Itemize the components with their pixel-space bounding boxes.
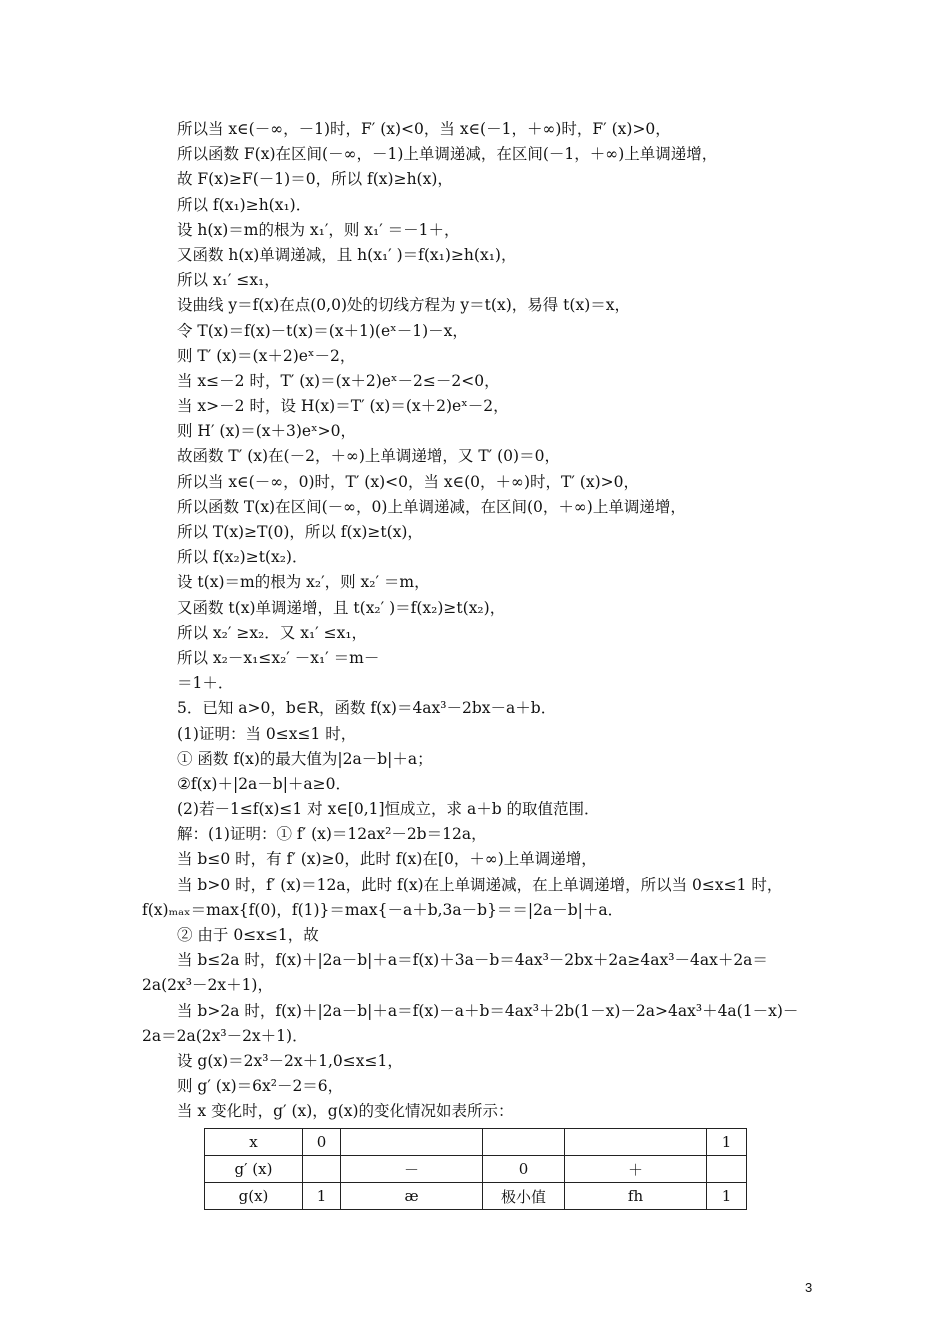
text-line: 令 T(x)＝f(x)－t(x)＝(x＋1)(eˣ－1)－x，	[177, 321, 468, 340]
text-line: ① 函数 f(x)的最大值为|2a－b|＋a；	[177, 749, 433, 768]
text-line: 当 b>0 时，f′ (x)＝12a，此时 f(x)在上单调递减，在上单调递增，所以当 0≤x≤1 时，	[177, 875, 783, 894]
text-line: 当 x≤－2 时，T′ (x)＝(x＋2)eˣ－2≤－2<0，	[177, 371, 500, 390]
text-line: 则 T′ (x)＝(x＋2)eˣ－2，	[177, 346, 356, 365]
body-text	[142, 117, 822, 1125]
text-line: 所以 x₂′ ≥x₂．又 x₁′ ≤x₁，	[177, 623, 368, 642]
table-cell	[303, 1156, 341, 1183]
variation-table-wrap	[204, 1128, 747, 1210]
text-line: 所以函数 F(x)在区间(－∞，－1)上单调递减，在区间(－1，＋∞)上单调递增，	[177, 145, 718, 164]
table-cell: æ	[341, 1183, 483, 1210]
text-line: 又函数 t(x)单调递增，且 t(x₂′ )＝f(x₂)≥t(x₂)，	[177, 598, 506, 617]
table-cell	[483, 1129, 565, 1156]
text-line: f(x)ₘₐₓ＝max{f(0)，f(1)}＝max{－a＋b,3a－b}＝＝|2a－b|＋a．	[142, 900, 624, 919]
text-line: 所以 x₂－x₁≤x₂′ －x₁′ ＝m－	[177, 648, 380, 667]
table-cell: 极小值	[483, 1183, 565, 1210]
text-line: 故函数 T′ (x)在(－2，＋∞)上单调递增，又 T′ (0)＝0，	[177, 447, 560, 466]
table-cell: 1	[707, 1129, 747, 1156]
table-cell: x	[205, 1129, 303, 1156]
variation-table	[204, 1128, 747, 1210]
text-line: 所以 T(x)≥T(0)，所以 f(x)≥t(x)，	[177, 523, 423, 541]
text-line: ② 由于 0≤x≤1，故	[177, 926, 319, 944]
table-cell	[341, 1129, 483, 1156]
solution-start: 解：(1)证明：① f′ (x)＝12ax²－2b＝12a，	[177, 825, 487, 844]
text-line: 所以 f(x₁)≥h(x₁)．	[177, 195, 312, 214]
table-cell: 1	[707, 1183, 747, 1210]
text-line: (1)证明：当 0≤x≤1 时，	[177, 724, 357, 743]
text-line: 则 H′ (x)＝(x＋3)eˣ>0，	[177, 422, 357, 441]
text-line: 设 g(x)＝2x³－2x＋1,0≤x≤1，	[177, 1051, 403, 1070]
table-cell: 1	[303, 1183, 341, 1210]
table-cell: －	[341, 1156, 483, 1183]
text-line: 当 b≤2a 时，f(x)＋|2a－b|＋a＝f(x)＋3a－b＝4ax³－2bx＋2a≥4ax³－4ax＋2a＝	[177, 951, 768, 970]
text-line: 所以当 x∈(－∞，0)时，T′ (x)<0，当 x∈(0，＋∞)时，T′ (x)>0，	[177, 472, 639, 491]
text-line: 则 g′ (x)＝6x²－2＝6，	[177, 1077, 344, 1096]
text-line: 当 b>2a 时，f(x)＋|2a－b|＋a＝f(x)－a＋b＝4ax³＋2b(1－x)－2a>4ax³＋4a(1－x)－	[177, 1001, 799, 1020]
text-line: 故 F(x)≥F(－1)＝0，所以 f(x)≥h(x)，	[177, 170, 453, 189]
table-cell	[707, 1156, 747, 1183]
text-line: ＝1＋．	[177, 674, 234, 693]
text-line: 设 t(x)＝m的根为 x₂′，则 x₂′ ＝m，	[177, 573, 430, 592]
table-row	[205, 1129, 747, 1156]
text-line: 2a(2x³－2x＋1)，	[142, 976, 273, 995]
text-line: 所以 x₁′ ≤x₁，	[177, 271, 280, 290]
table-row	[205, 1156, 747, 1183]
text-line: 当 x 变化时，g′ (x)，g(x)的变化情况如表所示：	[177, 1102, 514, 1121]
table-cell: g(x)	[205, 1183, 303, 1210]
text-line: 所以函数 T(x)在区间(－∞，0)上单调递减，在区间(0，＋∞)上单调递增，	[177, 497, 686, 516]
table-row	[205, 1183, 747, 1210]
text-line: 当 x>－2 时，设 H(x)＝T′ (x)＝(x＋2)eˣ－2，	[177, 397, 509, 416]
text-line: (2)若－1≤f(x)≤1 对 x∈[0,1]恒成立，求 a＋b 的取值范围．	[177, 800, 600, 819]
table-cell: 0	[483, 1156, 565, 1183]
text-line: 设曲线 y＝f(x)在点(0,0)处的切线方程为 y＝t(x)，易得 t(x)＝x，	[177, 296, 630, 315]
page-number: 3	[805, 1280, 813, 1295]
problem-statement: 5．已知 a>0，b∈R，函数 f(x)＝4ax³－2bx－a＋b．	[177, 699, 557, 718]
table-cell: g′ (x)	[205, 1156, 303, 1183]
text-line: 所以 f(x₂)≥t(x₂)．	[177, 548, 308, 567]
text-line: 设 h(x)＝m的根为 x₁′，则 x₁′ ＝－1＋，	[177, 220, 460, 239]
table-cell: 0	[303, 1129, 341, 1156]
table-cell	[565, 1129, 707, 1156]
table-cell: fh	[565, 1183, 707, 1210]
table-cell: ＋	[565, 1156, 707, 1183]
text-line: 又函数 h(x)单调递减，且 h(x₁′ )＝f(x₁)≥h(x₁)，	[177, 245, 517, 264]
text-line: 2a＝2a(2x³－2x＋1)．	[142, 1026, 308, 1045]
text-line: 所以当 x∈(－∞，－1)时，F′ (x)<0，当 x∈(－1，＋∞)时，F′ (x)>0，	[177, 120, 671, 138]
text-line: ②f(x)＋|2a－b|＋a≥0．	[177, 774, 352, 793]
text-line: 当 b≤0 时，有 f′ (x)≥0，此时 f(x)在[0，＋∞)上单调递增，	[177, 850, 597, 869]
